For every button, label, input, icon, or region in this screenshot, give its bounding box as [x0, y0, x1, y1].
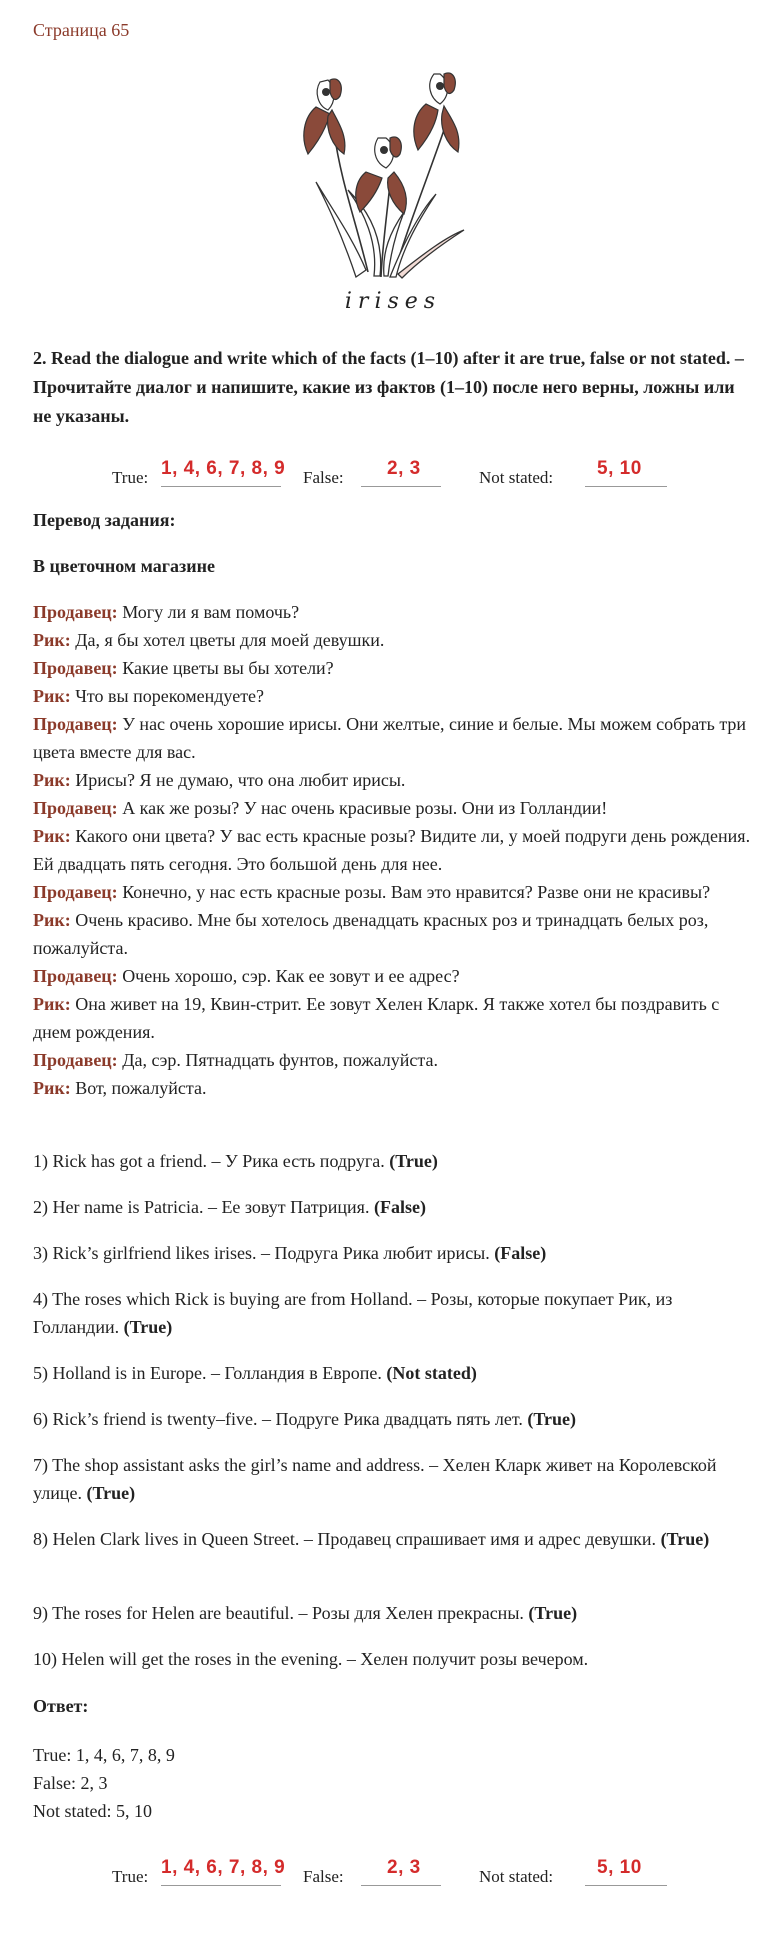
- fact-item: [33, 1599, 753, 1627]
- fact-text: 2) Her name is Patricia. – Ее зовут Патриция.: [33, 1197, 374, 1217]
- task-statement: 2. Read the dialogue and write which of the facts (1–10) after it are true, false or not stated. – Прочитайте диалог и напишите, какие из фактов (1–10) после него верны, ложны или не указаны.: [33, 348, 744, 426]
- fact-text: 5) Holland is in Europe. – Голландия в Европе.: [33, 1363, 387, 1383]
- speaker-name: Рик:: [33, 994, 71, 1014]
- speaker-name: Рик:: [33, 1078, 71, 1098]
- speaker-name: Рик:: [33, 686, 71, 706]
- fact-item: [33, 1239, 753, 1267]
- dialog-text: Очень хорошо, сэр. Как ее зовут и ее адрес?: [117, 966, 460, 986]
- false-label: False:: [303, 1867, 344, 1886]
- dialog-line: [33, 626, 753, 654]
- speaker-name: Продавец:: [33, 966, 118, 986]
- dialog-text: Вот, пожалуйста.: [70, 1078, 207, 1098]
- dialog-text: Ирисы? Я не думаю, что она любит ирисы.: [70, 770, 406, 790]
- dialog-text: Что вы порекомендуете?: [70, 686, 265, 706]
- answer-line: False: 2, 3: [33, 1773, 108, 1793]
- false-value: 2, 3: [387, 458, 421, 479]
- dialog-line: [33, 906, 753, 962]
- dialog-text: А как же розы? У нас очень красивые розы. Они из Голландии!: [117, 798, 608, 818]
- dialog-text: Могу ли я вам помочь?: [117, 602, 300, 622]
- speaker-name: Продавец:: [33, 714, 118, 734]
- dialog-line: [33, 1046, 753, 1074]
- speaker-name: Продавец:: [33, 1050, 118, 1070]
- true-underline: [161, 486, 281, 487]
- false-underline: [361, 1885, 441, 1886]
- not-stated-value: 5, 10: [597, 1857, 642, 1878]
- not-stated-label: Not stated:: [479, 1867, 554, 1886]
- fact-verdict: (True): [86, 1483, 136, 1503]
- dialog-text: Какие цветы вы бы хотели?: [117, 658, 334, 678]
- translation-heading: Перевод задания:: [33, 510, 176, 530]
- fact-verdict: (True): [389, 1151, 438, 1171]
- fact-verdict: (True): [527, 1409, 577, 1429]
- fact-verdict: (True): [528, 1603, 578, 1623]
- fact-text: 10) Helen will get the roses in the evening. – Хелен получит розы вечером.: [33, 1649, 589, 1669]
- fact-item: [33, 1451, 753, 1507]
- fact-item: [33, 1525, 753, 1553]
- dialog-line: [33, 766, 753, 794]
- false-value: 2, 3: [387, 1857, 421, 1878]
- false-underline: [361, 486, 441, 487]
- true-label: True:: [112, 468, 149, 487]
- illustration-caption: irises: [344, 289, 442, 314]
- dialog-line: [33, 794, 753, 822]
- speaker-name: Продавец:: [33, 882, 118, 902]
- not-stated-value: 5, 10: [597, 458, 642, 479]
- false-label: False:: [303, 468, 344, 487]
- dialog-text: Да, сэр. Пятнадцать фунтов, пожалуйста.: [117, 1050, 438, 1070]
- answer-line: Not stated: 5, 10: [33, 1801, 152, 1821]
- fact-verdict: (False): [494, 1243, 547, 1263]
- speaker-name: Продавец:: [33, 658, 118, 678]
- dialog-line: [33, 598, 753, 626]
- dialog-text: Очень красиво. Мне бы хотелось двенадцать красных роз и тринадцать белых роз, пожалуйста.: [33, 910, 709, 958]
- true-value: 1, 4, 6, 7, 8, 9: [161, 458, 286, 479]
- speaker-name: Рик:: [33, 770, 71, 790]
- fact-verdict: (Not stated): [386, 1363, 477, 1383]
- fact-text: 6) Rick’s friend is twenty–five. – Подруге Рика двадцать пять лет.: [33, 1409, 528, 1429]
- answer-list: [33, 1741, 433, 1825]
- fact-text: 4) The roses which Rick is buying are from Holland. – Розы, которые покупает Рик, из Голландии.: [33, 1289, 673, 1337]
- answer-row-top: [33, 456, 753, 492]
- fact-verdict: (True): [660, 1529, 710, 1549]
- dialog-title: В цветочном магазине: [33, 556, 215, 576]
- speaker-name: Продавец:: [33, 798, 118, 818]
- dialog-text: Она живет на 19, Квин-стрит. Ее зовут Хелен Кларк. Я также хотел бы поздравить с днем рождения.: [33, 994, 720, 1042]
- not-stated-underline: [585, 486, 667, 487]
- dialog-text: Какого они цвета? У вас есть красные розы? Видите ли, у моей подруги день рождения. Ей двадцать пять сегодня. Это большой день для нее.: [33, 826, 751, 874]
- fact-item: [33, 1147, 753, 1175]
- dialog-line: [33, 990, 753, 1046]
- true-label: True:: [112, 1867, 149, 1886]
- dialog-line: [33, 878, 753, 906]
- dialog-line: [33, 962, 753, 990]
- fact-item: [33, 1285, 753, 1341]
- dialog-line: [33, 710, 753, 766]
- page-number-label: Страница 65: [33, 20, 130, 40]
- dialog-line: [33, 654, 753, 682]
- answer-row-bottom: [33, 1855, 753, 1891]
- dialog-text: У нас очень хорошие ирисы. Они желтые, синие и белые. Мы можем собрать три цвета вместе для вас.: [33, 714, 747, 762]
- fact-text: 8) Helen Clark lives in Queen Street. – Продавец спрашивает имя и адрес девушки.: [33, 1529, 661, 1549]
- fact-text: 7) The shop assistant asks the girl’s name and address. – Хелен Кларк живет на Королевской улице.: [33, 1455, 717, 1503]
- dialog-line: [33, 822, 753, 878]
- dialog-line: [33, 1074, 753, 1102]
- fact-text: 3) Rick’s girlfriend likes irises. – Подруга Рика любит ирисы.: [33, 1243, 495, 1263]
- speaker-name: Рик:: [33, 826, 71, 846]
- dialog-line: [33, 682, 753, 710]
- fact-item: [33, 1193, 753, 1221]
- irises-drawing-icon: [286, 62, 500, 324]
- speaker-name: Продавец:: [33, 602, 118, 622]
- dialog-text: Да, я бы хотел цветы для моей девушки.: [70, 630, 385, 650]
- fact-verdict: (True): [123, 1317, 173, 1337]
- true-underline: [161, 1885, 281, 1886]
- answer-line: True: 1, 4, 6, 7, 8, 9: [33, 1745, 175, 1765]
- fact-text: 1) Rick has got a friend. – У Рика есть подруга.: [33, 1151, 390, 1171]
- fact-item: [33, 1405, 753, 1433]
- answer-heading: Ответ:: [33, 1696, 89, 1716]
- not-stated-underline: [585, 1885, 667, 1886]
- fact-item: [33, 1359, 753, 1387]
- dialog: [33, 598, 753, 1102]
- speaker-name: Рик:: [33, 910, 71, 930]
- speaker-name: Рик:: [33, 630, 71, 650]
- fact-verdict: (False): [373, 1197, 426, 1217]
- fact-text: 9) The roses for Helen are beautiful. – Розы для Хелен прекрасны.: [33, 1603, 529, 1623]
- fact-item: [33, 1645, 753, 1673]
- true-value: 1, 4, 6, 7, 8, 9: [161, 1857, 286, 1878]
- dialog-text: Конечно, у нас есть красные розы. Вам это нравится? Разве они не красивы?: [117, 882, 711, 902]
- not-stated-label: Not stated:: [479, 468, 554, 487]
